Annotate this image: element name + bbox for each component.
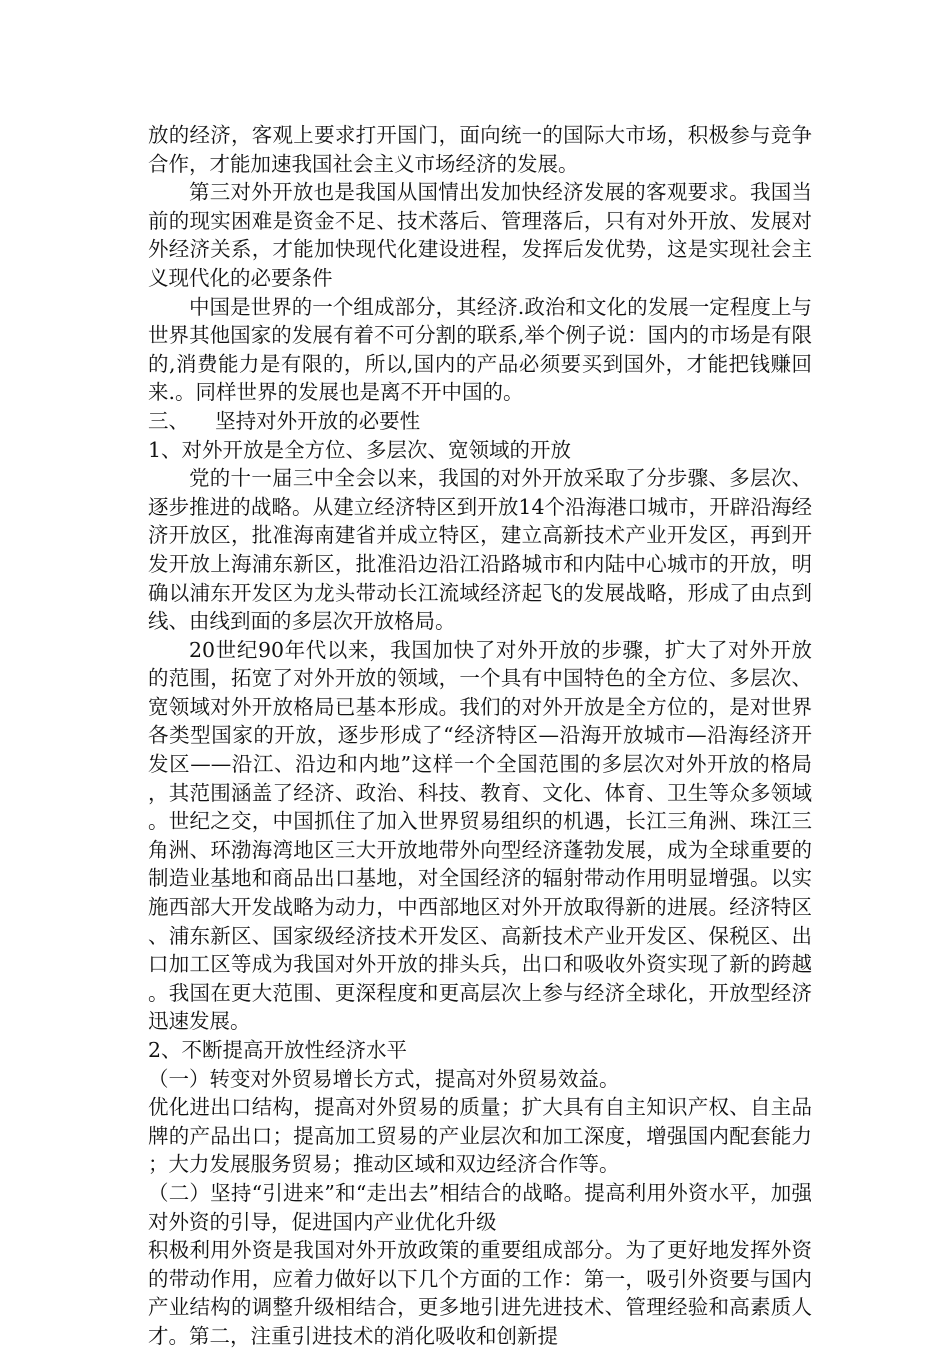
item-heading-1: （一）转变对外贸易增长方式，提高对外贸易效益。 [148,1066,620,1091]
paragraph-foreign-investment: 积极利用外资是我国对外开放政策的重要组成部分。为了更好地发挥外资的带动作用，应着力做好以下几个方面的工作：第一，吸引外资要与国内产业结构的调整升级相结合，更多地引进先进技术、管理经验和高素质人才。第二，注重引进技术的消化吸收和创新提 [148,1238,812,1348]
subsection-heading-2: 2、不断提高开放性经济水平 [148,1038,408,1062]
item-heading-2: （二）坚持“引进来”和“走出去”相结合的战略。提高利用外资水平，加强对外资的引导，促进国内产业优化升级 [148,1180,812,1234]
paragraph-china-world: 中国是世界的一个组成部分，其经济.政治和文化的发展一定程度上与世界其他国家的发展有着不可分割的联系,举个例子说：国内的市场是有限的,消费能力是有限的，所以,国内的产品必须要买到国外，才能把钱赚回来.。同样世界的发展也是离不开中国的。 [148,294,812,405]
paragraph-continued: 放的经济，客观上要求打开国门，面向统一的国际大市场，积极参与竞争合作，才能加速我国社会主义市场经济的发展。 [148,123,812,176]
section-heading-3: 三、 坚持对外开放的必要性 [148,408,421,433]
document-body [148,121,812,1351]
paragraph-third-reason: 第三对外开放也是我国从国情出发加快经济发展的客观要求。我国当前的现实困难是资金不足、技术落后、管理落后，只有对外开放、发展对外经济关系，才能加快现代化建设进程，发挥后发优势，这是实现社会主义现代化的必要条件 [148,180,812,290]
subsection-heading-1: 1、对外开放是全方位、多层次、宽领域的开放 [148,437,572,462]
paragraph-1990s-opening: 20世纪90年代以来，我国加快了对外开放的步骤，扩大了对外开放的范围，拓宽了对外开放的领域，一个具有中国特色的全方位、多层次、宽领域对外开放格局已基本形成。我们的对外开放是全方位的，是对世界各类型国家的开放，逐步形成了“经济特区—沿海开放城市—沿海经济开发区——沿江、沿边和内地”这样一个全国范围的多层次对外开放的格局，其范围涵盖了经济、政治、科技、教育、文化、体育、卫生等众多领域。世纪之交，中国抓住了加入世界贸易组织的机遇，长江三角洲、珠江三角洲、环渤海湾地区三大开放地带外向型经济蓬勃发展，成为全球重要的制造业基地和商品出口基地，对全国经济的辐射带动作用明显增强。以实施西部大开发战略为动力，中西部地区对外开放取得新的进展。经济特区、浦东新区、国家级经济技术开发区、高新技术产业开发区、保税区、出口加工区等成为我国对外开放的排头兵，出口和吸收外资实现了新的跨越。我国在更大范围、更深程度和更高层次上参与经济全球化，开放型经济迅速发展。 [148,637,812,1034]
paragraph-opening-strategy: 党的十一届三中全会以来，我国的对外开放采取了分步骤、多层次、逐步推进的战略。从建立经济特区到开放14个沿海港口城市，开辟沿海经济开放区，批准海南建省并成立特区，建立高新技术产业开发区，再到开发开放上海浦东新区，批准沿边沿江沿路城市和内陆中心城市的开放，明确以浦东开发区为龙头带动长江流域经济起飞的发展战略，形成了由点到线、由线到面的多层次开放格局。 [148,466,812,634]
paragraph-trade-structure: 优化进出口结构，提高对外贸易的质量；扩大具有自主知识产权、自主品牌的产品出口；提高加工贸易的产业层次和加工深度，增强国内配套能力；大力发展服务贸易；推动区域和双边经济合作等。 [148,1095,812,1177]
